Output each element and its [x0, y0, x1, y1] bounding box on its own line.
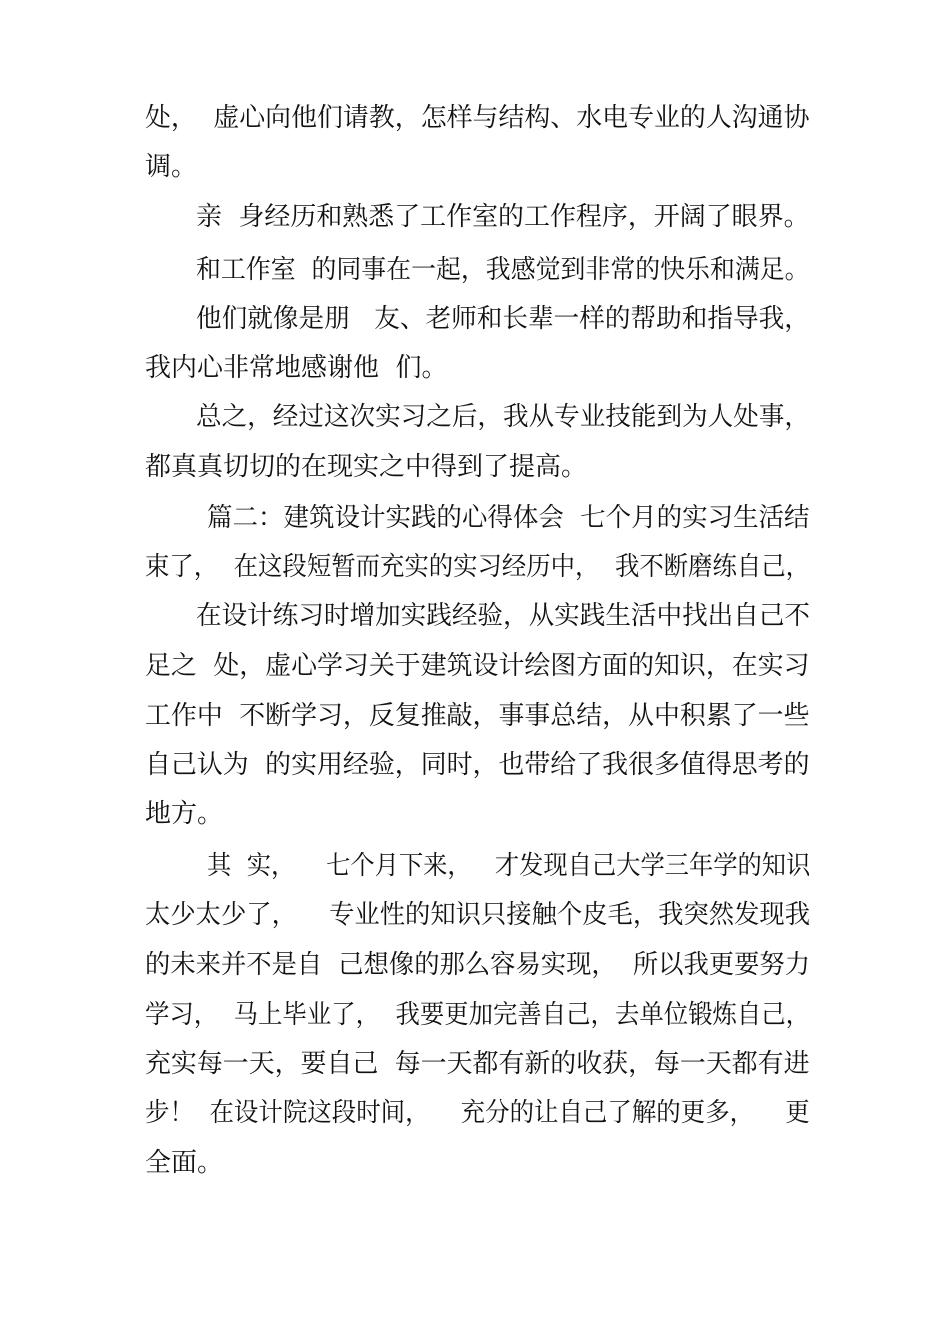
text-line: 自己认为 的实用经验，同时，也带给了我很多值得思考的: [145, 750, 810, 780]
text-line: 我内心非常地感谢他 们。: [145, 353, 448, 383]
text-line: 亲 身经历和熟悉了工作室的工作程序，开阔了眼界。: [196, 202, 810, 232]
text-line: 全面。: [145, 1148, 224, 1178]
text-line: 地方。: [145, 799, 224, 829]
text-line: 充实每一天，要自己 每一天都有新的收获，每一天都有进: [145, 1049, 810, 1079]
text-line: 总之，经过这次实习之后，我从专业技能到为人处事，: [196, 402, 811, 432]
text-line: 太少太少了， 专业性的知识只接触个皮毛，我突然发现我: [145, 900, 811, 930]
text-line: 和工作室 的同事在一起，我感觉到非常的快乐和满足。: [196, 255, 810, 285]
text-line: 步！ 在设计院这段时间， 充分的让自己了解的更多， 更: [145, 1098, 810, 1128]
text-line: 学习， 马上毕业了， 我要更加完善自己，去单位锻炼自己，: [145, 1000, 811, 1030]
text-line: 他们就像是朋 友、老师和长辈一样的帮助和指导我，: [196, 304, 810, 334]
text-line: 足之 处，虚心学习关于建筑设计绘图方面的知识，在实习: [145, 651, 810, 681]
text-line: 都真真切切的在现实之中得到了提高。: [145, 452, 588, 482]
text-line: 的未来并不是自 己想像的那么容易实现， 所以我更要努力: [145, 950, 811, 980]
text-line: 工作中 不断学习，反复推敲，事事总结，从中积累了一些: [145, 701, 810, 731]
text-line: 束了， 在这段短暂而充实的实习经历中， 我不断磨练自己，: [145, 552, 811, 582]
text-line: 其 实， 七个月下来， 才发现自己大学三年学的知识: [207, 851, 811, 881]
text-line: 调。: [145, 152, 198, 182]
text-line: 处， 虚心向他们请教，怎样与结构、水电专业的人沟通协: [145, 103, 810, 133]
text-line: 篇二：建筑设计实践的心得体会 七个月的实习生活结: [207, 503, 810, 533]
text-line: 在设计练习时增加实践经验，从实践生活中找出自己不: [196, 601, 811, 631]
